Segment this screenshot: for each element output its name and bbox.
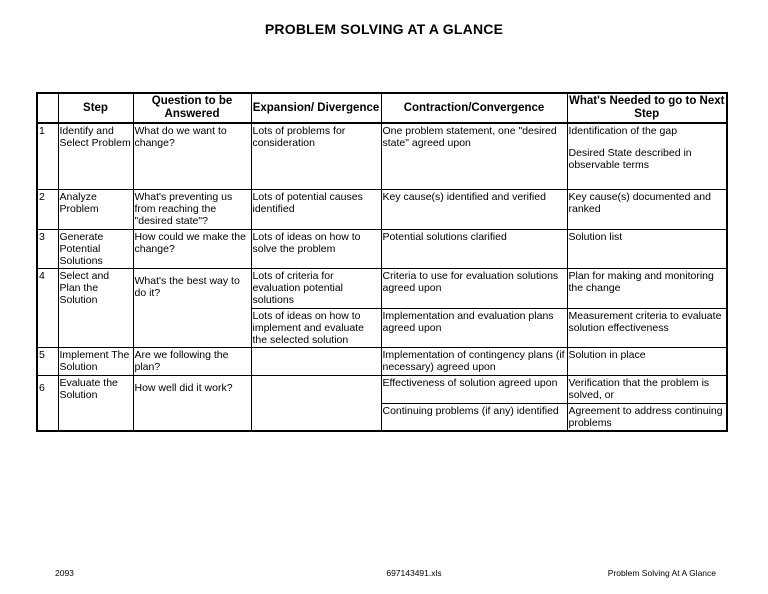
table-row [37, 229, 727, 268]
contraction-cell: Implementation of contingency plans (if necessary) agreed upon [381, 347, 567, 375]
header-question: Question to be Answered [133, 93, 251, 123]
table-row [37, 268, 727, 308]
next-step-cell: Solution in place [567, 347, 727, 375]
row-number: 3 [37, 229, 58, 268]
header-num [37, 93, 58, 123]
next-step-gap: Identification of the gap [568, 125, 678, 137]
contraction-cell: Continuing problems (if any) identified [381, 403, 567, 431]
next-step-cell: Verification that the problem is solved, or [567, 375, 727, 403]
next-step-cell: Agreement to address continuing problems [567, 403, 727, 431]
footer-page-number: 2093 [55, 568, 74, 578]
page-title: PROBLEM SOLVING AT A GLANCE [264, 21, 504, 37]
step-cell: Select and Plan the Solution [58, 268, 133, 347]
row-number: 1 [37, 123, 58, 189]
header-next-step: What's Needed to go to Next Step [567, 93, 727, 123]
question-cell: How could we make the change? [133, 229, 251, 268]
contraction-cell: One problem statement, one "desired state" agreed upon [381, 123, 567, 189]
row-number: 6 [37, 375, 58, 431]
expansion-cell: Lots of ideas on how to implement and evaluate the selected solution [251, 308, 381, 347]
row-number: 2 [37, 189, 58, 229]
problem-solving-table [36, 92, 728, 432]
row-number: 5 [37, 347, 58, 375]
next-step-cell: Measurement criteria to evaluate solution effectiveness [567, 308, 727, 347]
step-cell: Generate Potential Solutions [58, 229, 133, 268]
question-cell: What's the best way to do it? [133, 268, 251, 347]
contraction-cell: Criteria to use for evaluation solutions agreed upon [381, 268, 567, 308]
footer-filename: 697143491.xls [386, 568, 442, 578]
step-cell: Identify and Select Problem [58, 123, 133, 189]
table-row [37, 189, 727, 229]
contraction-cell: Potential solutions clarified [381, 229, 567, 268]
step-cell: Implement The Solution [58, 347, 133, 375]
footer-sheet-name: Problem Solving At A Glance [607, 568, 716, 578]
question-cell: How well did it work? [133, 375, 251, 431]
header-contraction: Contraction/Convergence [381, 93, 567, 123]
next-step-cell [567, 123, 727, 189]
contraction-cell: Key cause(s) identified and verified [381, 189, 567, 229]
table-row [37, 347, 727, 375]
next-step-cell: Solution list [567, 229, 727, 268]
contraction-cell: Implementation and evaluation plans agreed upon [381, 308, 567, 347]
next-step-desired: Desired State described in observable terms [568, 147, 692, 171]
expansion-cell: Lots of ideas on how to solve the problem [251, 229, 381, 268]
next-step-cell: Key cause(s) documented and ranked [567, 189, 727, 229]
next-step-cell: Plan for making and monitoring the change [567, 268, 727, 308]
row-number: 4 [37, 268, 58, 347]
contraction-cell: Effectiveness of solution agreed upon [381, 375, 567, 403]
header-row [37, 93, 727, 123]
expansion-cell: Lots of problems for consideration [251, 123, 381, 189]
question-cell: Are we following the plan? [133, 347, 251, 375]
step-cell: Evaluate the Solution [58, 375, 133, 431]
expansion-cell [251, 375, 381, 431]
table-row [37, 123, 727, 189]
table-row [37, 375, 727, 403]
header-step: Step [58, 93, 133, 123]
step-cell: Analyze Problem [58, 189, 133, 229]
expansion-cell [251, 347, 381, 375]
question-cell: What's preventing us from reaching the "desired state"? [133, 189, 251, 229]
expansion-cell: Lots of potential causes identified [251, 189, 381, 229]
header-expansion: Expansion/ Divergence [251, 93, 381, 123]
question-cell: What do we want to change? [133, 123, 251, 189]
expansion-cell: Lots of criteria for evaluation potential solutions [251, 268, 381, 308]
